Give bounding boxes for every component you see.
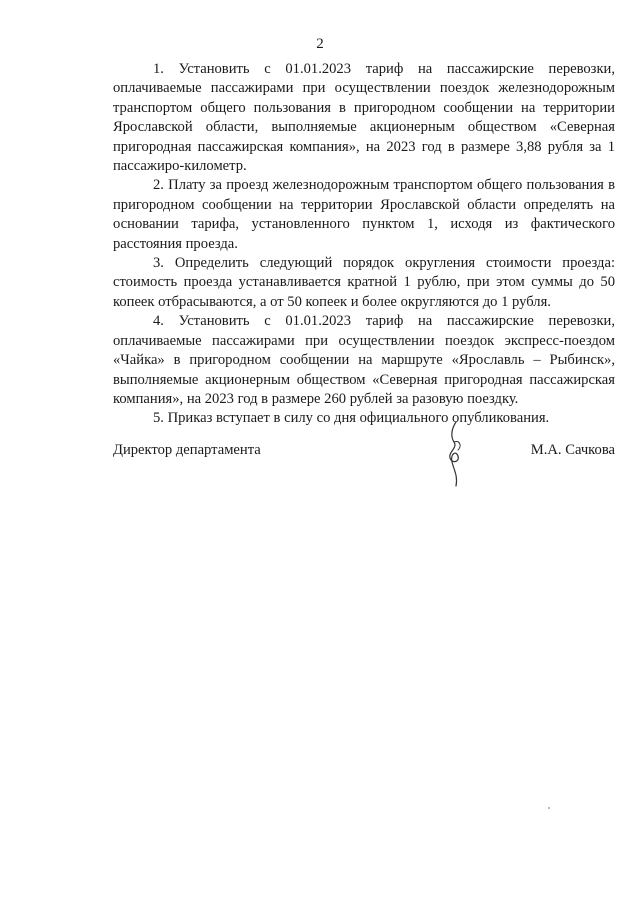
paragraph-5: 5. Приказ вступает в силу со дня официального опубликования. <box>153 410 550 427</box>
paragraph-1: 1. Установить с 01.01.2023 тариф на пассажирские перевозки, оплачиваемые пассажирами при осуществлении поездок железнодорожным транспортом общего пользования в пригородном сообщении на территории Ярославской области, выполняемые акционерным обществом «Северная пригородная пассажирская компания», на 2023 год в размере 3,88 рубля за 1 пассажиро-километр. <box>113 61 615 175</box>
paragraph-4: 4. Установить с 01.01.2023 тариф на пассажирские перевозки, оплачиваемые пассажирами при осуществлении поездок экспресс-поездом «Чайка» в пригородном сообщении на маршруте «Ярославль – Рыбинск», выполняемые акционерным обществом «Северная пригородная пассажирская компания», на 2023 год в размере 260 рублей за разовую поездку. <box>113 313 615 407</box>
signatory-name: М.А. Сачкова <box>530 442 615 458</box>
handwritten-signature <box>438 418 478 490</box>
page-number: 2 <box>316 36 324 52</box>
signature-block <box>113 440 615 500</box>
paragraph-3: 3. Определить следующий порядок округления стоимости проезда: стоимость проезда устанавливается кратной 1 рублю, при этом суммы до 50 копеек отбрасываются, а от 50 копеек и более округляются до 1 рубля. <box>113 255 615 310</box>
scan-speck <box>548 807 550 809</box>
signatory-title: Директор департамента <box>113 442 261 458</box>
document-body <box>113 60 615 429</box>
paragraph-2: 2. Плату за проезд железнодорожным транспортом общего пользования в пригородном сообщении на территории Ярославской области определять на основании тарифа, установленного пунктом 1, исходя из фактического расстояния проезда. <box>113 177 615 252</box>
